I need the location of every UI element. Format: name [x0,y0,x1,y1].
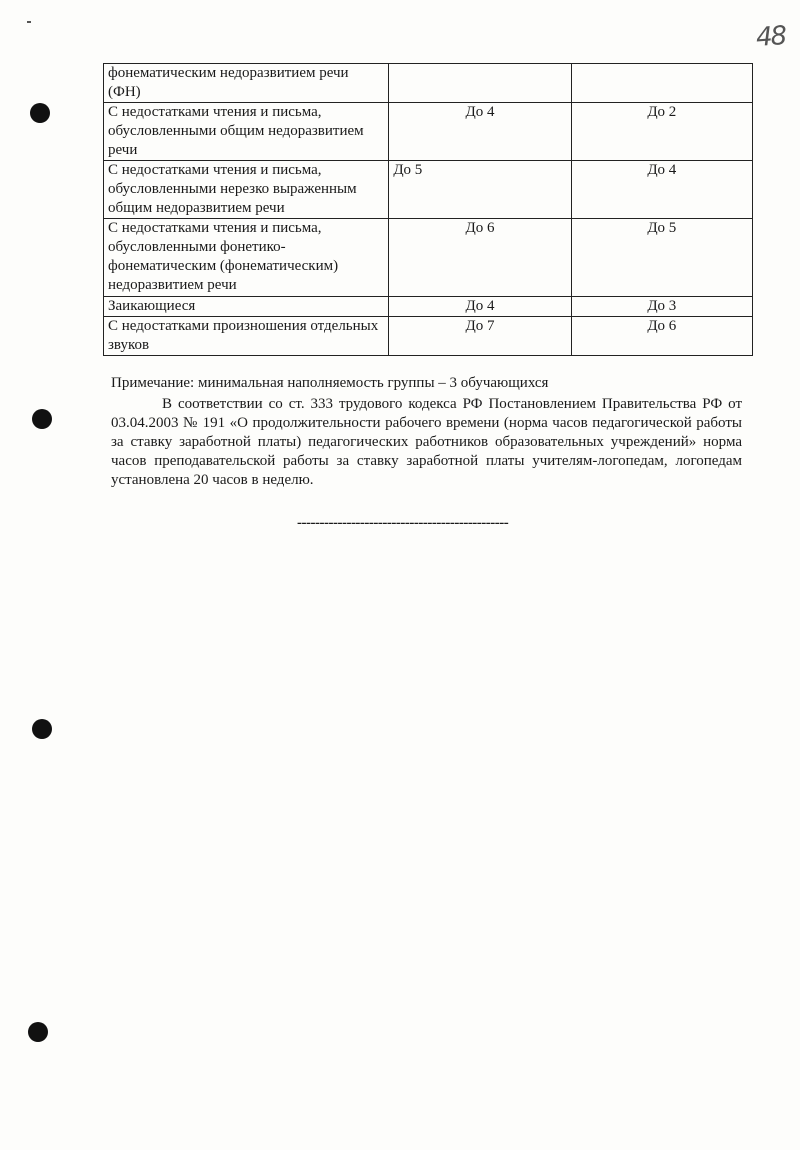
value-cell [389,64,571,103]
value-cell: До 4 [389,103,571,161]
scan-speck [27,21,31,23]
category-cell: С недостатками чтения и письма, обусловленными нерезко выраженным общим недоразвитием речи [104,161,389,219]
value-cell: До 3 [571,297,752,317]
table-row [104,317,753,356]
handwritten-page-number: 48 [754,21,787,53]
table-row [104,219,753,297]
table-note: Примечание: минимальная наполняемость группы – 3 обучающихся [111,375,549,391]
category-cell: С недостатками чтения и письма, обусловленными фонетико-фонематическим (фонематическим) недоразвитием речи [104,219,389,297]
value-cell: До 2 [571,103,752,161]
body-paragraph: В соответствии со ст. 333 трудового кодекса РФ Постановлением Правительства РФ от 03.04.2003 № 191 «О продолжительности рабочего времени (норма часов педагогической работы за ставку заработной платы) педагогических работников образовательных учреждений» норма часов преподавательской работы за ставку заработной платы учителям-логопедам, логопедам установлена 20 часов в неделю. [111,396,742,488]
binder-hole [32,719,52,739]
value-cell: До 6 [571,317,752,356]
value-cell: До 5 [571,219,752,297]
value-cell: До 7 [389,317,571,356]
binder-hole [30,103,50,123]
table-row [104,161,753,219]
group-size-table [103,63,753,356]
value-cell: До 4 [389,297,571,317]
value-cell: До 5 [389,161,571,219]
section-divider: ----------------------------------------------- [297,515,509,531]
value-cell: До 6 [389,219,571,297]
binder-hole [28,1022,48,1042]
table-row [104,103,753,161]
table-row [104,297,753,317]
category-cell: фонематическим недоразвитием речи (ФН) [104,64,389,103]
category-cell: С недостатками чтения и письма, обусловленными общим недоразвитием речи [104,103,389,161]
value-cell [571,64,752,103]
value-cell: До 4 [571,161,752,219]
category-cell: Заикающиеся [104,297,389,317]
table-row [104,64,753,103]
category-cell: С недостатками произношения отдельных звуков [104,317,389,356]
binder-hole [32,409,52,429]
